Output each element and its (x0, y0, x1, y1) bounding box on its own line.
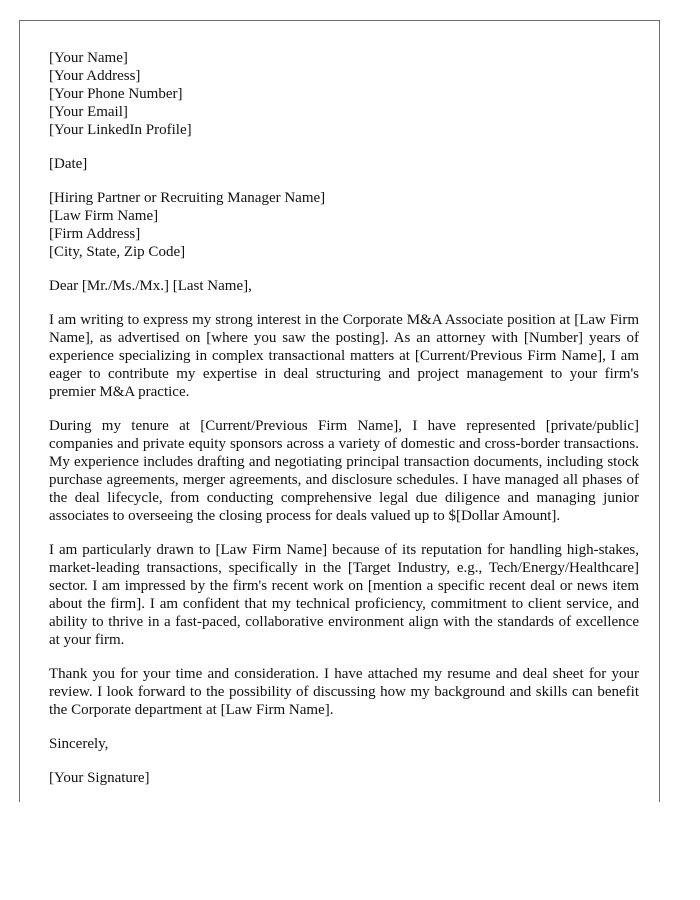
body-paragraph-4: Thank you for your time and consideration. I have attached my resume and deal sheet for your review. I look forward to the possibility of discussing how my background and skills can benefit the Corporate department at [Law Firm Name]. (49, 666, 639, 718)
date-block (49, 155, 639, 173)
body-paragraph-3: I am particularly drawn to [Law Firm Name] because of its reputation for handling high-stakes, market-leading transactions, specifically in the [Target Industry, e.g., Tech/Energy/Healthcare] sector. I am impressed by the firm's recent work on [mention a specific recent deal or news item about the firm]. I am confident that my technical proficiency, commitment to client service, and ability to thrive in a fast-paced, collaborative environment align with the standards of excellence at your firm. (49, 542, 639, 648)
recipient-address: [Firm Address] (49, 226, 141, 242)
salutation-block (49, 277, 639, 295)
sender-phone: [Your Phone Number] (49, 86, 183, 102)
signature-block (49, 769, 639, 787)
recipient-name: [Hiring Partner or Recruiting Manager Name] (49, 190, 326, 206)
signature: [Your Signature] (49, 770, 150, 786)
salutation: Dear [Mr./Ms./Mx.] [Last Name], (49, 278, 252, 294)
body-paragraph-2: During my tenure at [Current/Previous Firm Name], I have represented [private/public] companies and private equity sponsors across a variety of domestic and cross-border transactions. My experience includes drafting and negotiating principal transaction documents, including stock purchase agreements, merger agreements, and disclosure schedules. I have managed all phases of the deal lifecycle, from conducting comprehensive legal due diligence and managing junior associates to overseeing the closing process for deals valued up to $[Dollar Amount]. (49, 418, 639, 524)
sender-block (49, 49, 639, 139)
recipient-firm: [Law Firm Name] (49, 208, 159, 224)
sender-linkedin: [Your LinkedIn Profile] (49, 122, 192, 138)
letter-date: [Date] (49, 156, 88, 172)
recipient-block (49, 189, 639, 261)
letter-page (19, 20, 660, 802)
closing: Sincerely, (49, 736, 109, 752)
sender-email: [Your Email] (49, 104, 128, 120)
closing-block (49, 735, 639, 753)
recipient-city: [City, State, Zip Code] (49, 244, 186, 260)
letter-content (49, 49, 639, 787)
sender-name: [Your Name] (49, 50, 128, 66)
body-paragraph-1: I am writing to express my strong interest in the Corporate M&A Associate position at [Law Firm Name], as advertised on [where you saw the posting]. As an attorney with [Number] years of experience specializing in complex transactional matters at [Current/Previous Firm Name], I am eager to contribute my expertise in deal structuring and project management to your firm's premier M&A practice. (49, 312, 639, 400)
sender-address: [Your Address] (49, 68, 141, 84)
